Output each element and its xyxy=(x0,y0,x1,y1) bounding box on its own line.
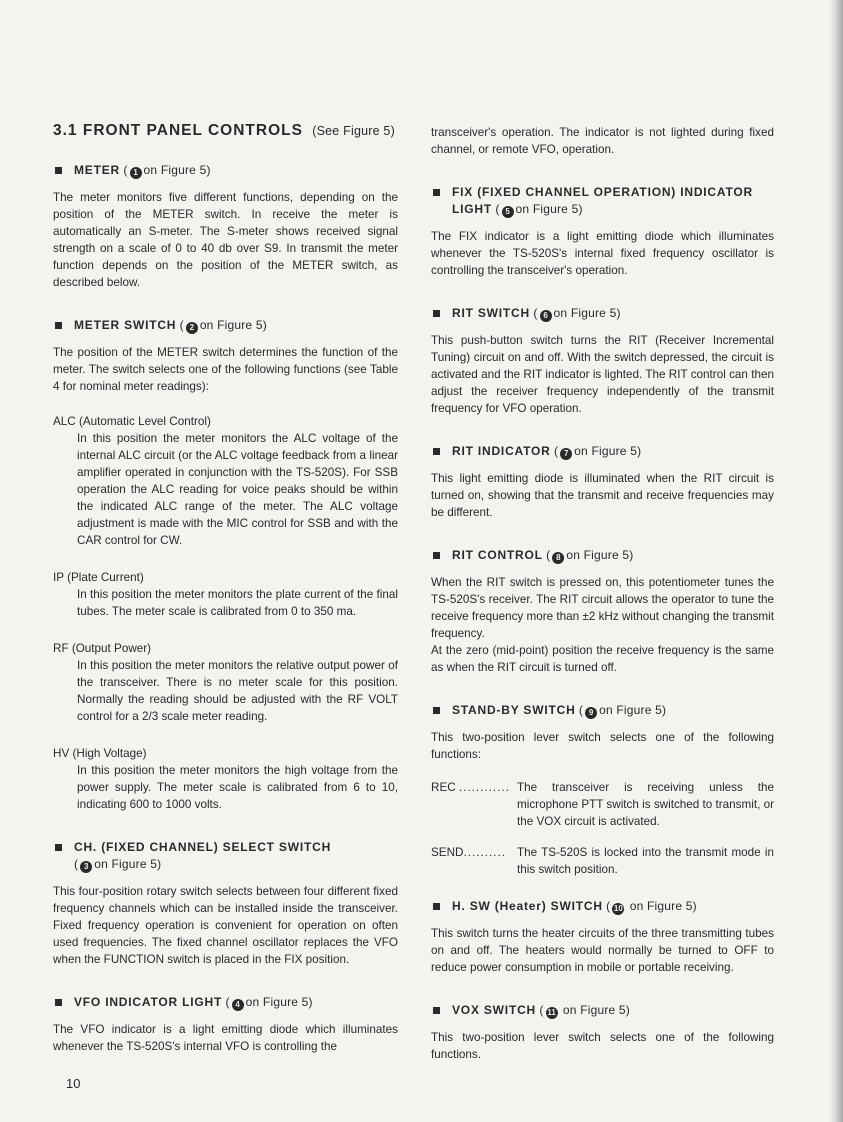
right-column xyxy=(431,118,774,1089)
continuation-text: transceiver's operation. The indicator is not lighted during fixed channel, or remote VFO, operation. xyxy=(431,126,774,156)
rit-indicator-heading: RIT INDICATOR ( 7 on Figure 5) xyxy=(431,443,774,460)
vfo-heading: VFO INDICATOR LIGHT ( 4 on Figure 5) xyxy=(53,994,398,1011)
ch-select-body: This four-position rotary switch selects between four different fixed frequency channels which can be installed inside the transceiver. Fixed frequency operation is convenient for operation on often used frequencies. The fixed channel oscillator replaces the VFO when the FUNCTION switch is placed in the FIX position. xyxy=(53,885,398,966)
figure-ref-number: 2 xyxy=(186,322,198,334)
bullet-icon xyxy=(55,999,62,1006)
bullet-icon xyxy=(433,903,440,910)
figure-ref-number: 5 xyxy=(502,206,514,218)
vox-body: This two-position lever switch selects one of the following functions. xyxy=(431,1031,774,1061)
ip-item: IP (Plate Current) In this position the meter monitors the plate current of the final tubes. The meter scale is calibrated from 0 to 350 ma. xyxy=(53,571,398,618)
rit-control-body-2: At the zero (mid-point) position the receive frequency is the same as when the RIT circuit is turned off. xyxy=(431,644,774,674)
section-title: 3.1 FRONT PANEL CONTROLS (See Figure 5) xyxy=(53,122,395,139)
figure-ref-number: 1 xyxy=(130,167,142,179)
standby-rec-row: REC ............ The transceiver is receiving unless the microphone PTT switch is switched to transmit, or the VOX circuit is activated. xyxy=(431,781,774,828)
left-column xyxy=(53,118,398,1081)
meter-switch-heading: METER SWITCH ( 2 on Figure 5) xyxy=(53,317,398,334)
meter-heading: METER ( 1 on Figure 5) xyxy=(53,162,398,179)
rit-switch-body: This push-button switch turns the RIT (Receiver Incremental Tuning) circuit on and off. With the switch depressed, the circuit is activated and the RIT indicator is lighted. The RIT control can then adjust the receiver frequency independently of the transmit frequency for VFO operation. xyxy=(431,334,774,415)
bullet-icon xyxy=(55,167,62,174)
vfo-body: The VFO indicator is a light emitting diode which illuminates whenever the TS-520S's internal VFO is controlling the xyxy=(53,1023,398,1053)
meter-body: The meter monitors five different functions, depending on the position of the METER switch. In receive the meter is automatically an S-meter. The S-meter shows received signal strength on a scale of 0 to 40 db over S9. In transmit the meter function depends on the position of the METER switch, as described below. xyxy=(53,191,398,289)
bullet-icon xyxy=(433,189,440,196)
bullet-icon xyxy=(433,707,440,714)
standby-body: This two-position lever switch selects one of the following functions: xyxy=(431,731,774,761)
hsw-heading: H. SW (Heater) SWITCH ( 10 on Figure 5) xyxy=(431,898,774,915)
figure-ref-number: 8 xyxy=(552,552,564,564)
figure-ref-number: 11 xyxy=(547,1008,556,1017)
rit-control-heading: RIT CONTROL ( 8 on Figure 5) xyxy=(431,547,774,564)
figure-ref-number: 3 xyxy=(80,861,92,873)
figure-ref-number: 4 xyxy=(232,999,244,1011)
vox-heading: VOX SWITCH ( 11 on Figure 5) xyxy=(431,1002,774,1019)
rit-control-body: When the RIT switch is pressed on, this potentiometer tunes the TS-520S's receiver. The RIT circuit allows the operator to tune the receive frequency more than ±2 kHz without changing the transmit frequency. xyxy=(431,576,774,640)
bullet-icon xyxy=(55,844,62,851)
rit-indicator-body: This light emitting diode is illuminated when the RIT circuit is turned on, showing that the transmit and receive frequencies may be different. xyxy=(431,472,774,519)
bullet-icon xyxy=(433,310,440,317)
figure-ref-number: 7 xyxy=(560,448,572,460)
page-number: 10 xyxy=(66,1076,81,1091)
meter-switch-body: The position of the METER switch determines the function of the meter. The switch selects one of the following functions (see Table 4 for nominal meter readings): xyxy=(53,346,398,393)
hv-item: HV (High Voltage) In this position the meter monitors the high voltage from the power supply. The meter scale is calibrated from 6 to 10, indicating 600 to 1000 volts. xyxy=(53,747,398,811)
rf-item: RF (Output Power) In this position the meter monitors the relative output power of the transceiver. There is no meter scale for this position. Normally the reading should be adjusted with the RF VOLT control for a 2/3 scale meter reading. xyxy=(53,642,398,723)
standby-definitions xyxy=(431,779,774,878)
alc-item: ALC (Automatic Level Control) In this position the meter monitors the ALC voltage of the internal ALC circuit (or the ALC voltage feedback from a linear amplifier operated in conjunction with the TS-520S). For SSB operation the ALC reading for voice peaks should be within the indicated ALC range of the meter. The ALC voltage adjustment is made with the MIC control for SSB and with the CAR control for CW. xyxy=(53,415,398,547)
fix-body: The FIX indicator is a light emitting diode which illuminates whenever the TS-520S's internal fixed frequency oscillator is controlling the transceiver's operation. xyxy=(431,230,774,277)
figure-ref-number: 9 xyxy=(585,707,597,719)
page-edge-shadow xyxy=(829,0,843,1122)
fix-heading: FIX (FIXED CHANNEL OPERATION) INDICATOR LIGHT ( 5 on Figure 5) xyxy=(431,184,774,218)
ch-select-heading: CH. (FIXED CHANNEL) SELECT SWITCH ( 3 on Figure 5) xyxy=(53,839,398,873)
bullet-icon xyxy=(433,448,440,455)
figure-ref-number: 6 xyxy=(540,310,552,322)
figure-ref-number: 10 xyxy=(613,904,623,913)
standby-send-row: SEND.......... The TS-520S is locked into the transmit mode in this switch position. xyxy=(431,846,774,876)
bullet-icon xyxy=(433,552,440,559)
bullet-icon xyxy=(433,1007,440,1014)
rit-switch-heading: RIT SWITCH ( 6 on Figure 5) xyxy=(431,305,774,322)
bullet-icon xyxy=(55,322,62,329)
standby-heading: STAND-BY SWITCH ( 9 on Figure 5) xyxy=(431,702,774,719)
hsw-body: This switch turns the heater circuits of the three transmitting tubes on and off. The heaters would normally be turned to OFF to reduce power consumption in mobile or portable receiving. xyxy=(431,927,774,974)
